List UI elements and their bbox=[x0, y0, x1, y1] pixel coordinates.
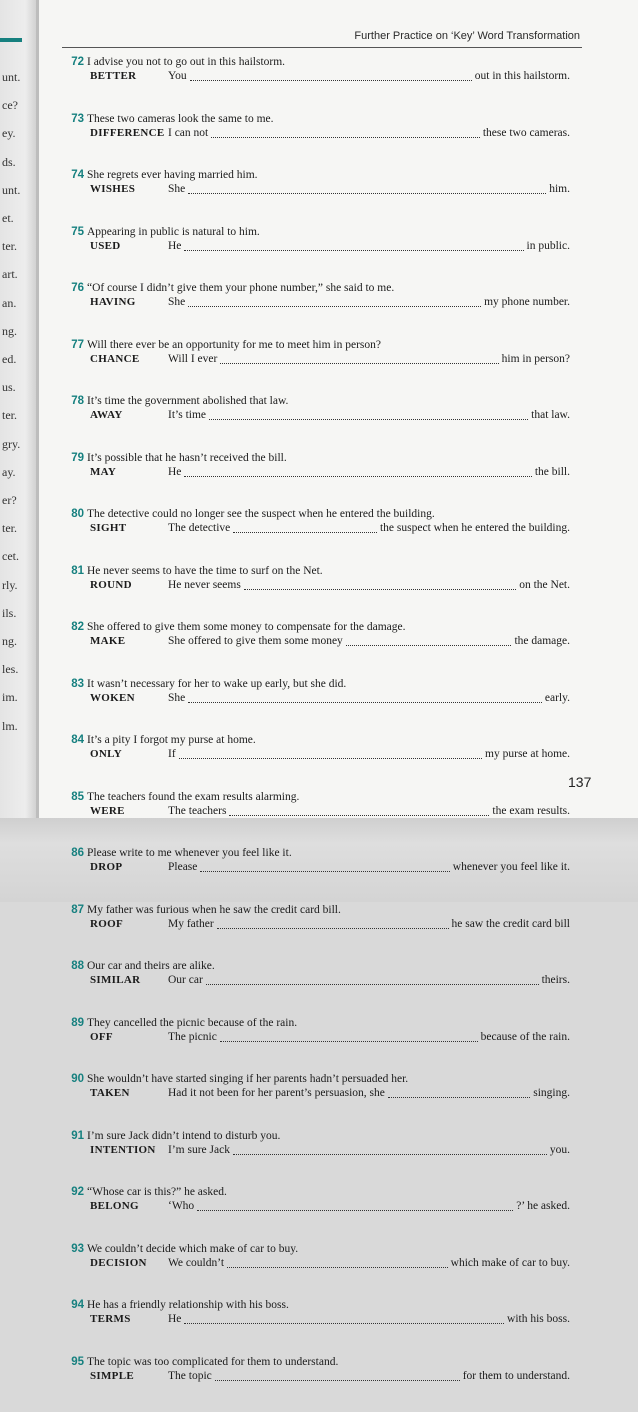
exercise-item bbox=[0, 1299, 638, 1356]
exercise-item bbox=[0, 1186, 638, 1243]
answer-suffix: on the Net. bbox=[516, 579, 570, 593]
key-word: SIGHT bbox=[90, 522, 126, 534]
exercise-item bbox=[0, 1356, 638, 1412]
key-word: WOKEN bbox=[90, 692, 135, 704]
answer-line bbox=[168, 127, 570, 141]
original-sentence: “Of course I didn’t give them your phone number,” she said to me. bbox=[87, 282, 394, 294]
answer-blank[interactable] bbox=[233, 1144, 547, 1155]
key-word: DIFFERENCE bbox=[90, 127, 165, 139]
answer-suffix: him. bbox=[546, 183, 570, 197]
edge-word: ey. bbox=[2, 126, 32, 141]
original-sentence: We couldn’t decide which make of car to buy. bbox=[87, 1243, 298, 1255]
exercise-item bbox=[0, 452, 638, 509]
item-number: 88 bbox=[62, 960, 84, 972]
item-number: 82 bbox=[62, 621, 84, 633]
answer-prefix: I’m sure Jack bbox=[168, 1144, 233, 1158]
answer-line bbox=[168, 1257, 570, 1271]
answer-blank[interactable] bbox=[197, 1200, 513, 1211]
edge-word: us. bbox=[2, 380, 32, 395]
answer-blank[interactable] bbox=[217, 918, 449, 929]
key-word: MAY bbox=[90, 466, 116, 478]
edge-word: ay. bbox=[2, 465, 32, 480]
exercise-item bbox=[0, 282, 638, 339]
answer-line bbox=[168, 805, 570, 819]
exercise-list bbox=[0, 56, 638, 1412]
answer-blank[interactable] bbox=[200, 861, 449, 872]
answer-suffix: he saw the credit card bill bbox=[449, 918, 570, 932]
edge-word: et. bbox=[2, 211, 32, 226]
answer-blank[interactable] bbox=[220, 1031, 478, 1042]
original-sentence: It wasn’t necessary for her to wake up early, but she did. bbox=[87, 678, 346, 690]
exercise-item bbox=[0, 1073, 638, 1130]
answer-suffix: my purse at home. bbox=[482, 748, 570, 762]
edge-word: gry. bbox=[2, 437, 32, 452]
item-number: 73 bbox=[62, 113, 84, 125]
original-sentence: She offered to give them some money to compensate for the damage. bbox=[87, 621, 406, 633]
original-sentence: It’s possible that he hasn’t received the bill. bbox=[87, 452, 287, 464]
answer-prefix: He bbox=[168, 1313, 184, 1327]
answer-blank[interactable] bbox=[184, 1313, 504, 1324]
answer-prefix: She offered to give them some money bbox=[168, 635, 346, 649]
key-word: BETTER bbox=[90, 70, 136, 82]
answer-prefix: Had it not been for her parent’s persuasion, she bbox=[168, 1087, 388, 1101]
answer-blank[interactable] bbox=[220, 353, 498, 364]
answer-line bbox=[168, 861, 570, 875]
answer-line bbox=[168, 1087, 570, 1101]
answer-blank[interactable] bbox=[190, 70, 472, 81]
edge-word: unt. bbox=[2, 70, 32, 85]
answer-line bbox=[168, 1370, 570, 1384]
key-word: ROUND bbox=[90, 579, 132, 591]
item-number: 72 bbox=[62, 56, 84, 68]
answer-blank[interactable] bbox=[184, 466, 531, 477]
exercise-item bbox=[0, 565, 638, 622]
answer-suffix: the suspect when he entered the building. bbox=[377, 522, 570, 536]
key-word: DROP bbox=[90, 861, 122, 873]
answer-blank[interactable] bbox=[215, 1370, 460, 1381]
answer-blank[interactable] bbox=[346, 635, 512, 646]
exercise-item bbox=[0, 339, 638, 396]
answer-prefix: Will I ever bbox=[168, 353, 220, 367]
item-number: 90 bbox=[62, 1073, 84, 1085]
answer-blank[interactable] bbox=[388, 1087, 530, 1098]
answer-blank[interactable] bbox=[244, 579, 516, 590]
answer-suffix: the damage. bbox=[511, 635, 570, 649]
original-sentence: Will there ever be an opportunity for me to meet him in person? bbox=[87, 339, 381, 351]
answer-prefix: She bbox=[168, 183, 188, 197]
item-number: 87 bbox=[62, 904, 84, 916]
edge-word: ng. bbox=[2, 324, 32, 339]
original-sentence: “Whose car is this?” he asked. bbox=[87, 1186, 227, 1198]
original-sentence: It’s a pity I forgot my purse at home. bbox=[87, 734, 256, 746]
exercise-item bbox=[0, 621, 638, 678]
edge-word: ter. bbox=[2, 521, 32, 536]
answer-line bbox=[168, 409, 570, 423]
exercise-item bbox=[0, 169, 638, 226]
key-word: OFF bbox=[90, 1031, 113, 1043]
answer-suffix: the exam results. bbox=[489, 805, 570, 819]
item-number: 95 bbox=[62, 1356, 84, 1368]
section-tab-mark bbox=[0, 38, 22, 42]
original-sentence: I’m sure Jack didn’t intend to disturb you. bbox=[87, 1130, 280, 1142]
item-number: 83 bbox=[62, 678, 84, 690]
key-word: WERE bbox=[90, 805, 125, 817]
answer-suffix: the bill. bbox=[532, 466, 570, 480]
key-word: TERMS bbox=[90, 1313, 131, 1325]
exercise-item bbox=[0, 1017, 638, 1074]
item-number: 78 bbox=[62, 395, 84, 407]
answer-prefix: You bbox=[168, 70, 190, 84]
answer-blank[interactable] bbox=[229, 805, 489, 816]
answer-prefix: The teachers bbox=[168, 805, 229, 819]
answer-suffix: because of the rain. bbox=[478, 1031, 570, 1045]
edge-word: an. bbox=[2, 296, 32, 311]
answer-prefix: It’s time bbox=[168, 409, 209, 423]
key-word: SIMILAR bbox=[90, 974, 140, 986]
answer-prefix: The detective bbox=[168, 522, 233, 536]
answer-suffix: you. bbox=[547, 1144, 570, 1158]
answer-prefix: She bbox=[168, 692, 188, 706]
answer-line bbox=[168, 183, 570, 197]
edge-word: er? bbox=[2, 493, 32, 508]
edge-word: ce? bbox=[2, 98, 32, 113]
original-sentence: She regrets ever having married him. bbox=[87, 169, 258, 181]
answer-suffix: with his boss. bbox=[504, 1313, 570, 1327]
answer-blank[interactable] bbox=[227, 1257, 448, 1268]
key-word: INTENTION bbox=[90, 1144, 156, 1156]
key-word: AWAY bbox=[90, 409, 123, 421]
original-sentence: The teachers found the exam results alarming. bbox=[87, 791, 299, 803]
header-rule bbox=[62, 47, 582, 48]
answer-line bbox=[168, 974, 570, 988]
page-number: 137 bbox=[568, 774, 591, 790]
edge-word: cet. bbox=[2, 549, 32, 564]
exercise-item bbox=[0, 960, 638, 1017]
answer-prefix: If bbox=[168, 748, 179, 762]
answer-prefix: ‘Who bbox=[168, 1200, 197, 1214]
item-number: 89 bbox=[62, 1017, 84, 1029]
item-number: 77 bbox=[62, 339, 84, 351]
edge-word: ds. bbox=[2, 155, 32, 170]
answer-prefix: Our car bbox=[168, 974, 206, 988]
original-sentence: It’s time the government abolished that law. bbox=[87, 395, 288, 407]
key-word: MAKE bbox=[90, 635, 125, 647]
key-word: CHANCE bbox=[90, 353, 139, 365]
original-sentence: The detective could no longer see the suspect when he entered the building. bbox=[87, 508, 435, 520]
answer-suffix: ?’ he asked. bbox=[513, 1200, 570, 1214]
answer-suffix: that law. bbox=[528, 409, 570, 423]
answer-blank[interactable] bbox=[233, 522, 377, 533]
answer-prefix: She bbox=[168, 296, 188, 310]
edge-word: ed. bbox=[2, 352, 32, 367]
original-sentence: They cancelled the picnic because of the rain. bbox=[87, 1017, 297, 1029]
answer-line bbox=[168, 1200, 570, 1214]
exercise-item bbox=[0, 508, 638, 565]
answer-line bbox=[168, 918, 570, 932]
item-number: 92 bbox=[62, 1186, 84, 1198]
original-sentence: The topic was too complicated for them to understand. bbox=[87, 1356, 338, 1368]
answer-blank[interactable] bbox=[206, 974, 539, 985]
answer-blank[interactable] bbox=[188, 183, 546, 194]
edge-word: rly. bbox=[2, 578, 32, 593]
answer-blank[interactable] bbox=[179, 748, 482, 759]
answer-prefix: Please bbox=[168, 861, 200, 875]
answer-blank[interactable] bbox=[211, 127, 480, 138]
answer-line bbox=[168, 1313, 570, 1327]
answer-blank[interactable] bbox=[184, 240, 523, 251]
answer-line bbox=[168, 353, 570, 367]
original-sentence: Our car and theirs are alike. bbox=[87, 960, 215, 972]
item-number: 76 bbox=[62, 282, 84, 294]
answer-blank[interactable] bbox=[188, 692, 542, 703]
answer-line bbox=[168, 748, 570, 762]
answer-suffix: him in person? bbox=[499, 353, 570, 367]
exercise-item bbox=[0, 734, 638, 791]
item-number: 93 bbox=[62, 1243, 84, 1255]
answer-suffix: which make of car to buy. bbox=[448, 1257, 570, 1271]
running-header: Further Practice on ‘Key’ Word Transformation bbox=[354, 30, 580, 42]
answer-prefix: The picnic bbox=[168, 1031, 220, 1045]
answer-line bbox=[168, 692, 570, 706]
original-sentence: I advise you not to go out in this hailstorm. bbox=[87, 56, 285, 68]
item-number: 94 bbox=[62, 1299, 84, 1311]
key-word: ROOF bbox=[90, 918, 123, 930]
answer-prefix: He bbox=[168, 466, 184, 480]
answer-line bbox=[168, 296, 570, 310]
item-number: 84 bbox=[62, 734, 84, 746]
edge-word: ng. bbox=[2, 634, 32, 649]
answer-line bbox=[168, 1031, 570, 1045]
exercise-item bbox=[0, 847, 638, 904]
answer-line bbox=[168, 522, 570, 536]
original-sentence: These two cameras look the same to me. bbox=[87, 113, 274, 125]
answer-suffix: in public. bbox=[524, 240, 570, 254]
answer-line bbox=[168, 579, 570, 593]
answer-line bbox=[168, 466, 570, 480]
original-sentence: My father was furious when he saw the credit card bill. bbox=[87, 904, 341, 916]
answer-prefix: The topic bbox=[168, 1370, 215, 1384]
item-number: 91 bbox=[62, 1130, 84, 1142]
key-word: DECISION bbox=[90, 1257, 147, 1269]
key-word: TAKEN bbox=[90, 1087, 130, 1099]
key-word: BELONG bbox=[90, 1200, 139, 1212]
exercise-item bbox=[0, 1130, 638, 1187]
exercise-item bbox=[0, 56, 638, 113]
exercise-item bbox=[0, 678, 638, 735]
answer-suffix: for them to understand. bbox=[460, 1370, 570, 1384]
item-number: 86 bbox=[62, 847, 84, 859]
key-word: ONLY bbox=[90, 748, 122, 760]
item-number: 74 bbox=[62, 169, 84, 181]
answer-suffix: whenever you feel like it. bbox=[450, 861, 570, 875]
edge-word: ter. bbox=[2, 239, 32, 254]
answer-prefix: We couldn’t bbox=[168, 1257, 227, 1271]
exercise-item bbox=[0, 791, 638, 848]
edge-word: im. bbox=[2, 690, 32, 705]
original-sentence: He has a friendly relationship with his boss. bbox=[87, 1299, 289, 1311]
key-word: WISHES bbox=[90, 183, 135, 195]
edge-word: lm. bbox=[2, 719, 32, 734]
answer-suffix: my phone number. bbox=[481, 296, 570, 310]
answer-line bbox=[168, 240, 570, 254]
item-number: 81 bbox=[62, 565, 84, 577]
answer-suffix: out in this hailstorm. bbox=[472, 70, 570, 84]
item-number: 79 bbox=[62, 452, 84, 464]
exercise-item bbox=[0, 1243, 638, 1300]
answer-suffix: these two cameras. bbox=[480, 127, 570, 141]
original-sentence: She wouldn’t have started singing if her parents hadn’t persuaded her. bbox=[87, 1073, 408, 1085]
original-sentence: He never seems to have the time to surf on the Net. bbox=[87, 565, 323, 577]
answer-suffix: theirs. bbox=[539, 974, 570, 988]
answer-line bbox=[168, 1144, 570, 1158]
answer-prefix: He never seems bbox=[168, 579, 244, 593]
answer-suffix: singing. bbox=[530, 1087, 570, 1101]
key-word: USED bbox=[90, 240, 121, 252]
exercise-item bbox=[0, 395, 638, 452]
answer-blank[interactable] bbox=[209, 409, 528, 420]
edge-word: ter. bbox=[2, 408, 32, 423]
item-number: 75 bbox=[62, 226, 84, 238]
answer-blank[interactable] bbox=[188, 296, 481, 307]
original-sentence: Appearing in public is natural to him. bbox=[87, 226, 260, 238]
answer-line bbox=[168, 70, 570, 84]
key-word: HAVING bbox=[90, 296, 136, 308]
answer-line bbox=[168, 635, 570, 649]
original-sentence: Please write to me whenever you feel like it. bbox=[87, 847, 292, 859]
key-word: SIMPLE bbox=[90, 1370, 134, 1382]
edge-word: ils. bbox=[2, 606, 32, 621]
edge-word: les. bbox=[2, 662, 32, 677]
answer-prefix: I can not bbox=[168, 127, 211, 141]
exercise-item bbox=[0, 226, 638, 283]
exercise-item bbox=[0, 904, 638, 961]
answer-prefix: My father bbox=[168, 918, 217, 932]
edge-word: unt. bbox=[2, 183, 32, 198]
answer-prefix: He bbox=[168, 240, 184, 254]
edge-word: art. bbox=[2, 267, 32, 282]
item-number: 85 bbox=[62, 791, 84, 803]
item-number: 80 bbox=[62, 508, 84, 520]
exercise-item bbox=[0, 113, 638, 170]
answer-suffix: early. bbox=[542, 692, 570, 706]
